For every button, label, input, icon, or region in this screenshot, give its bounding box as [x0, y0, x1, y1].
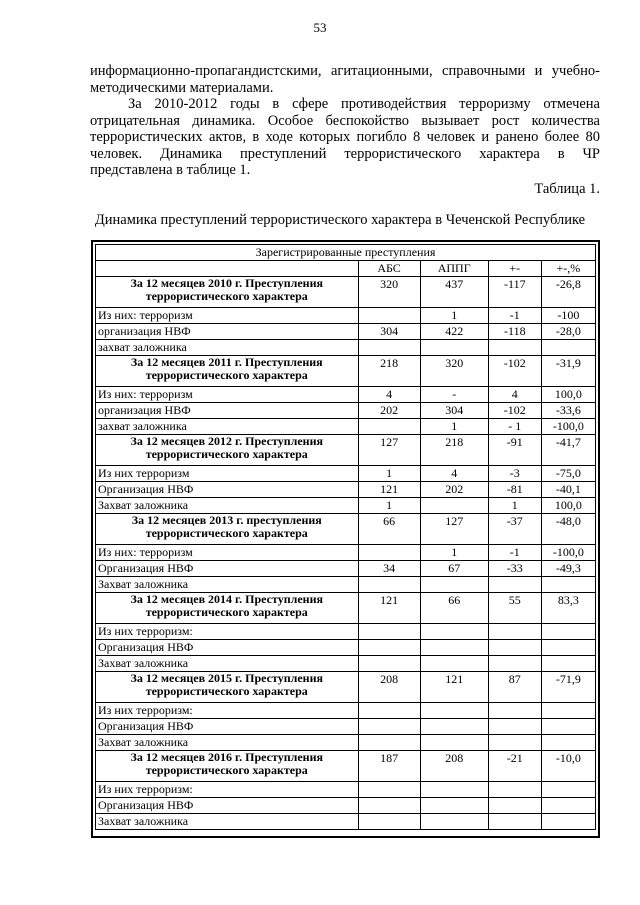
row-value: 1: [358, 498, 420, 514]
row-value: [541, 640, 595, 656]
table-header-title: Зарегистрированные преступления: [96, 245, 596, 261]
row-value: -71,9: [541, 672, 595, 703]
row-value: [358, 640, 420, 656]
row-label: Из них: терроризм: [96, 545, 359, 561]
row-value: [420, 703, 488, 719]
row-value: -118: [488, 324, 541, 340]
table-section-row: [96, 514, 596, 545]
row-value: -1: [488, 545, 541, 561]
row-label: организация НВФ: [96, 403, 359, 419]
row-label: Захват заложника: [96, 656, 359, 672]
paragraph-1: информационно-пропагандистскими, агитационными, справочными и учебно-методическими материалами.: [90, 63, 600, 96]
table-row: [96, 340, 596, 356]
row-value: -49,3: [541, 561, 595, 577]
row-label: организация НВФ: [96, 324, 359, 340]
table-row: [96, 656, 596, 672]
row-value: 202: [420, 482, 488, 498]
row-value: [358, 545, 420, 561]
row-value: [358, 814, 420, 830]
table-section-row: [96, 672, 596, 703]
column-header: АБС: [358, 261, 420, 277]
row-value: -48,0: [541, 514, 595, 545]
row-value: [488, 719, 541, 735]
row-value: [358, 577, 420, 593]
row-label: Организация НВФ: [96, 482, 359, 498]
table-row: [96, 482, 596, 498]
row-value: 1: [420, 545, 488, 561]
body-text: [90, 63, 600, 179]
table-row: [96, 419, 596, 435]
row-value: -40,1: [541, 482, 595, 498]
row-label: За 12 месяцев 2014 г. Преступления террористического характера: [96, 593, 359, 624]
row-label: Из них: терроризм: [96, 387, 359, 403]
row-label: Из них: терроризм: [96, 308, 359, 324]
row-value: 121: [358, 593, 420, 624]
row-label: За 12 месяцев 2011 г. Преступления террористического характера: [96, 356, 359, 387]
row-value: [420, 340, 488, 356]
row-label: Организация НВФ: [96, 798, 359, 814]
row-value: 1: [488, 498, 541, 514]
row-label: Захват заложника: [96, 814, 359, 830]
row-value: 1: [420, 308, 488, 324]
row-value: [541, 703, 595, 719]
table-frame: [91, 240, 600, 838]
table-row: [96, 324, 596, 340]
table-row: [96, 561, 596, 577]
row-value: -: [420, 387, 488, 403]
table-section-row: [96, 356, 596, 387]
row-label: Организация НВФ: [96, 719, 359, 735]
row-value: -91: [488, 435, 541, 466]
paragraph-2: За 2010-2012 годы в сфере противодействия терроризму отмечена отрицательная динамика. Особое беспокойство вызывает рост количества террористических актов, в ходе которых погибло 8 человек и ранено более 80 человек. Динамика преступлений террористического характера в ЧР представлена в таблице 1.: [90, 96, 600, 178]
row-label: Из них терроризм:: [96, 703, 359, 719]
row-value: [420, 719, 488, 735]
row-value: [420, 624, 488, 640]
row-value: 66: [358, 514, 420, 545]
row-value: -1: [488, 308, 541, 324]
table-row: [96, 782, 596, 798]
row-value: [488, 798, 541, 814]
row-value: 4: [420, 466, 488, 482]
row-value: [488, 624, 541, 640]
table-column-header-row: [96, 261, 596, 277]
table-row: [96, 640, 596, 656]
row-value: -117: [488, 277, 541, 308]
table-row: [96, 403, 596, 419]
row-value: 100,0: [541, 387, 595, 403]
row-value: -102: [488, 403, 541, 419]
row-value: -3: [488, 466, 541, 482]
row-label: За 12 месяцев 2012 г. Преступления террористического характера: [96, 435, 359, 466]
row-value: [420, 498, 488, 514]
row-value: 34: [358, 561, 420, 577]
row-value: 208: [358, 672, 420, 703]
row-value: 437: [420, 277, 488, 308]
row-value: -28,0: [541, 324, 595, 340]
column-header: АППГ: [420, 261, 488, 277]
row-value: -102: [488, 356, 541, 387]
row-value: [488, 735, 541, 751]
row-value: [541, 735, 595, 751]
row-value: 187: [358, 751, 420, 782]
table-row: [96, 814, 596, 830]
table-row: [96, 308, 596, 324]
row-value: -33: [488, 561, 541, 577]
row-label: Из них терроризм: [96, 466, 359, 482]
row-value: 127: [358, 435, 420, 466]
row-value: 100,0: [541, 498, 595, 514]
table-row: [96, 798, 596, 814]
row-value: 83,3: [541, 593, 595, 624]
row-value: 304: [420, 403, 488, 419]
row-value: [541, 798, 595, 814]
row-label: Захват заложника: [96, 577, 359, 593]
row-label: Организация НВФ: [96, 561, 359, 577]
row-value: 1: [420, 419, 488, 435]
row-value: 66: [420, 593, 488, 624]
row-value: 4: [358, 387, 420, 403]
row-label: Из них терроризм:: [96, 624, 359, 640]
row-value: 121: [358, 482, 420, 498]
row-value: [541, 814, 595, 830]
row-value: [488, 640, 541, 656]
row-value: [488, 656, 541, 672]
table-row: [96, 735, 596, 751]
row-label: За 12 месяцев 2010 г. Преступления террористического характера: [96, 277, 359, 308]
table-section-row: [96, 277, 596, 308]
row-value: 320: [420, 356, 488, 387]
table-caption: Таблица 1.: [534, 181, 600, 197]
column-header: +-: [488, 261, 541, 277]
row-value: [541, 577, 595, 593]
row-label: За 12 месяцев 2015 г. Преступления террористического характера: [96, 672, 359, 703]
row-value: 1: [358, 466, 420, 482]
row-value: -75,0: [541, 466, 595, 482]
row-value: [420, 814, 488, 830]
row-value: -31,9: [541, 356, 595, 387]
row-value: [358, 656, 420, 672]
crime-dynamics-table: [95, 244, 596, 830]
row-value: [488, 340, 541, 356]
row-value: [358, 419, 420, 435]
row-value: [488, 577, 541, 593]
row-value: [488, 782, 541, 798]
row-value: [541, 624, 595, 640]
row-label: Из них терроризм:: [96, 782, 359, 798]
row-value: [541, 340, 595, 356]
table-row: [96, 624, 596, 640]
row-value: [541, 719, 595, 735]
row-value: [358, 703, 420, 719]
row-value: 87: [488, 672, 541, 703]
row-value: [358, 798, 420, 814]
row-value: [420, 782, 488, 798]
row-value: [541, 782, 595, 798]
row-value: [420, 577, 488, 593]
row-value: [420, 735, 488, 751]
row-value: -100,0: [541, 419, 595, 435]
column-header-empty: [96, 261, 359, 277]
row-label: За 12 месяцев 2013 г. преступления террористического характера: [96, 514, 359, 545]
row-value: 218: [420, 435, 488, 466]
row-value: - 1: [488, 419, 541, 435]
row-value: 422: [420, 324, 488, 340]
row-value: -10,0: [541, 751, 595, 782]
row-value: [358, 782, 420, 798]
row-value: [420, 640, 488, 656]
page-number: 53: [313, 20, 327, 35]
row-value: 320: [358, 277, 420, 308]
row-value: 67: [420, 561, 488, 577]
table-title: Динамика преступлений террористического характера в Чеченской Республике: [94, 212, 586, 228]
table-section-row: [96, 435, 596, 466]
row-value: [420, 656, 488, 672]
row-value: 121: [420, 672, 488, 703]
row-value: [358, 340, 420, 356]
row-value: [358, 735, 420, 751]
table-section-row: [96, 751, 596, 782]
row-label: Организация НВФ: [96, 640, 359, 656]
row-value: [358, 719, 420, 735]
row-value: [488, 703, 541, 719]
row-value: -37: [488, 514, 541, 545]
row-value: -26,8: [541, 277, 595, 308]
row-label: захват заложника: [96, 340, 359, 356]
row-value: 4: [488, 387, 541, 403]
table-row: [96, 719, 596, 735]
table-row: [96, 466, 596, 482]
row-label: Захват заложника: [96, 498, 359, 514]
row-value: [541, 656, 595, 672]
row-value: 55: [488, 593, 541, 624]
table-row: [96, 703, 596, 719]
row-value: [358, 624, 420, 640]
row-value: 218: [358, 356, 420, 387]
table-section-row: [96, 593, 596, 624]
row-value: [420, 798, 488, 814]
row-value: -100,0: [541, 545, 595, 561]
row-label: За 12 месяцев 2016 г. Преступления террористического характера: [96, 751, 359, 782]
row-value: -33,6: [541, 403, 595, 419]
table-row: [96, 545, 596, 561]
row-value: -41,7: [541, 435, 595, 466]
row-value: [488, 814, 541, 830]
row-label: захват заложника: [96, 419, 359, 435]
row-value: -100: [541, 308, 595, 324]
table-row: [96, 498, 596, 514]
row-value: 304: [358, 324, 420, 340]
row-value: [358, 308, 420, 324]
row-value: 127: [420, 514, 488, 545]
table-header-title-row: [96, 245, 596, 261]
row-value: 208: [420, 751, 488, 782]
row-value: 202: [358, 403, 420, 419]
row-value: -21: [488, 751, 541, 782]
row-label: Захват заложника: [96, 735, 359, 751]
table-row: [96, 387, 596, 403]
row-value: -81: [488, 482, 541, 498]
column-header: +-,%: [541, 261, 595, 277]
table-row: [96, 577, 596, 593]
